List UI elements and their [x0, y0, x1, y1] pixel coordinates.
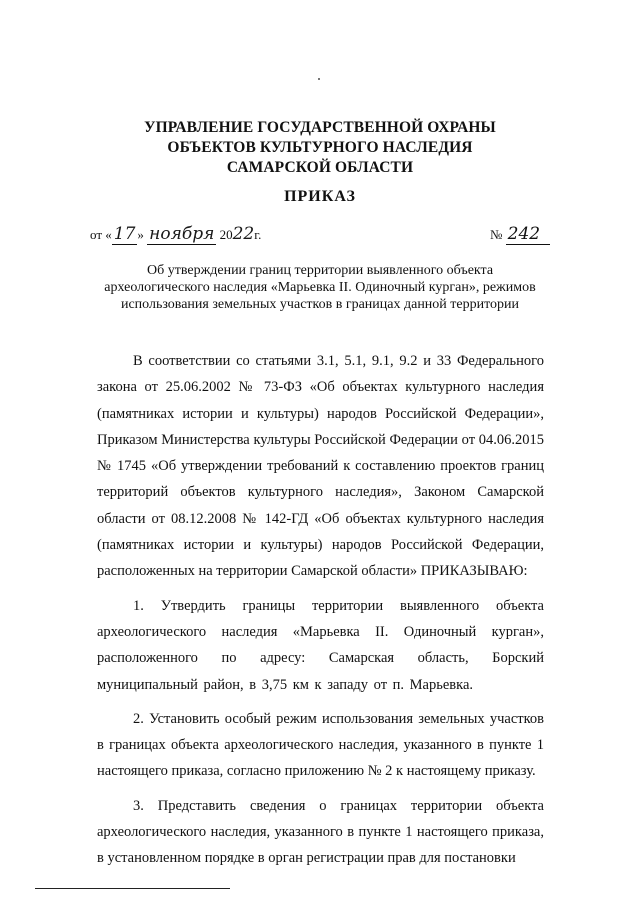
date-year-handwritten: 22 — [232, 224, 255, 244]
document-type-title: ПРИКАЗ — [284, 188, 356, 205]
date-prefix: от « — [90, 227, 112, 242]
scan-speck — [318, 78, 320, 80]
date-mid: » — [137, 227, 148, 242]
subject-line-3: использования земельных участков в границах данной территории — [120, 297, 520, 312]
clause-3: 3. Представить сведения о границах территории объекта археологического наследия, указанного в пункте 1 настоящего приказа, в установленном порядке в орган регистрации прав для постановки — [97, 797, 544, 867]
preamble-paragraph: В соответствии со статьями 3.1, 5.1, 9.1, 9.2 и 33 Федерального закона от 25.06.2002 № 73-ФЗ «Об объектах культурного наследия (памятниках истории и культуры) народов Российской Федерации», Приказом Министерства культуры Российской Федерации от 04.06.2015 № 1745 «Об утверждении требований к составлению проектов границ территорий объектов культурного наследия», Законом Самарской области от 08.12.2008 № 142-ГД «Об объектах культурного наследия (памятниках истории и культуры) народов Российской Федерации, расположенных на территории Самарской области» ПРИКАЗЫВАЮ: — [97, 353, 544, 580]
order-body — [97, 348, 544, 872]
issuing-authority-header — [0, 118, 640, 178]
clause-1: 1. Утвердить границы территории выявленного объекта археологического наследия «Марьевка II. Одиночный курган», расположенного по адресу: Самарская область, Борский муниципальный район, в 3,75 км к западу от п. Марьевка. — [97, 597, 544, 693]
header-line-1: УПРАВЛЕНИЕ ГОСУДАРСТВЕННОЙ ОХРАНЫ — [144, 119, 496, 136]
order-date — [90, 224, 261, 244]
header-line-3: САМАРСКОЙ ОБЛАСТИ — [226, 159, 414, 176]
date-month-handwritten: ноября — [149, 224, 215, 244]
order-number — [490, 224, 550, 244]
number-handwritten: 242 — [506, 224, 550, 245]
subject-line-1: Об утверждении границ территории выявленного объекта — [146, 263, 494, 278]
header-line-2: ОБЪЕКТОВ КУЛЬТУРНОГО НАСЛЕДИЯ — [167, 139, 473, 156]
clause-2: 2. Установить особый режим использования земельных участков в границах объекта археологического наследия, указанного в пункте 1 настоящего приказа, согласно приложению № 2 к настоящему приказу. — [97, 710, 544, 780]
date-year-prefix: 20 — [216, 227, 233, 242]
subject-line-2: археологического наследия «Марьевка II. Одиночный курган», режимов — [104, 280, 536, 295]
date-suffix: г. — [254, 227, 262, 242]
footnote-divider — [35, 888, 230, 889]
number-prefix: № — [490, 227, 506, 242]
order-subject — [100, 262, 540, 313]
date-day-handwritten: 17 — [113, 224, 136, 244]
